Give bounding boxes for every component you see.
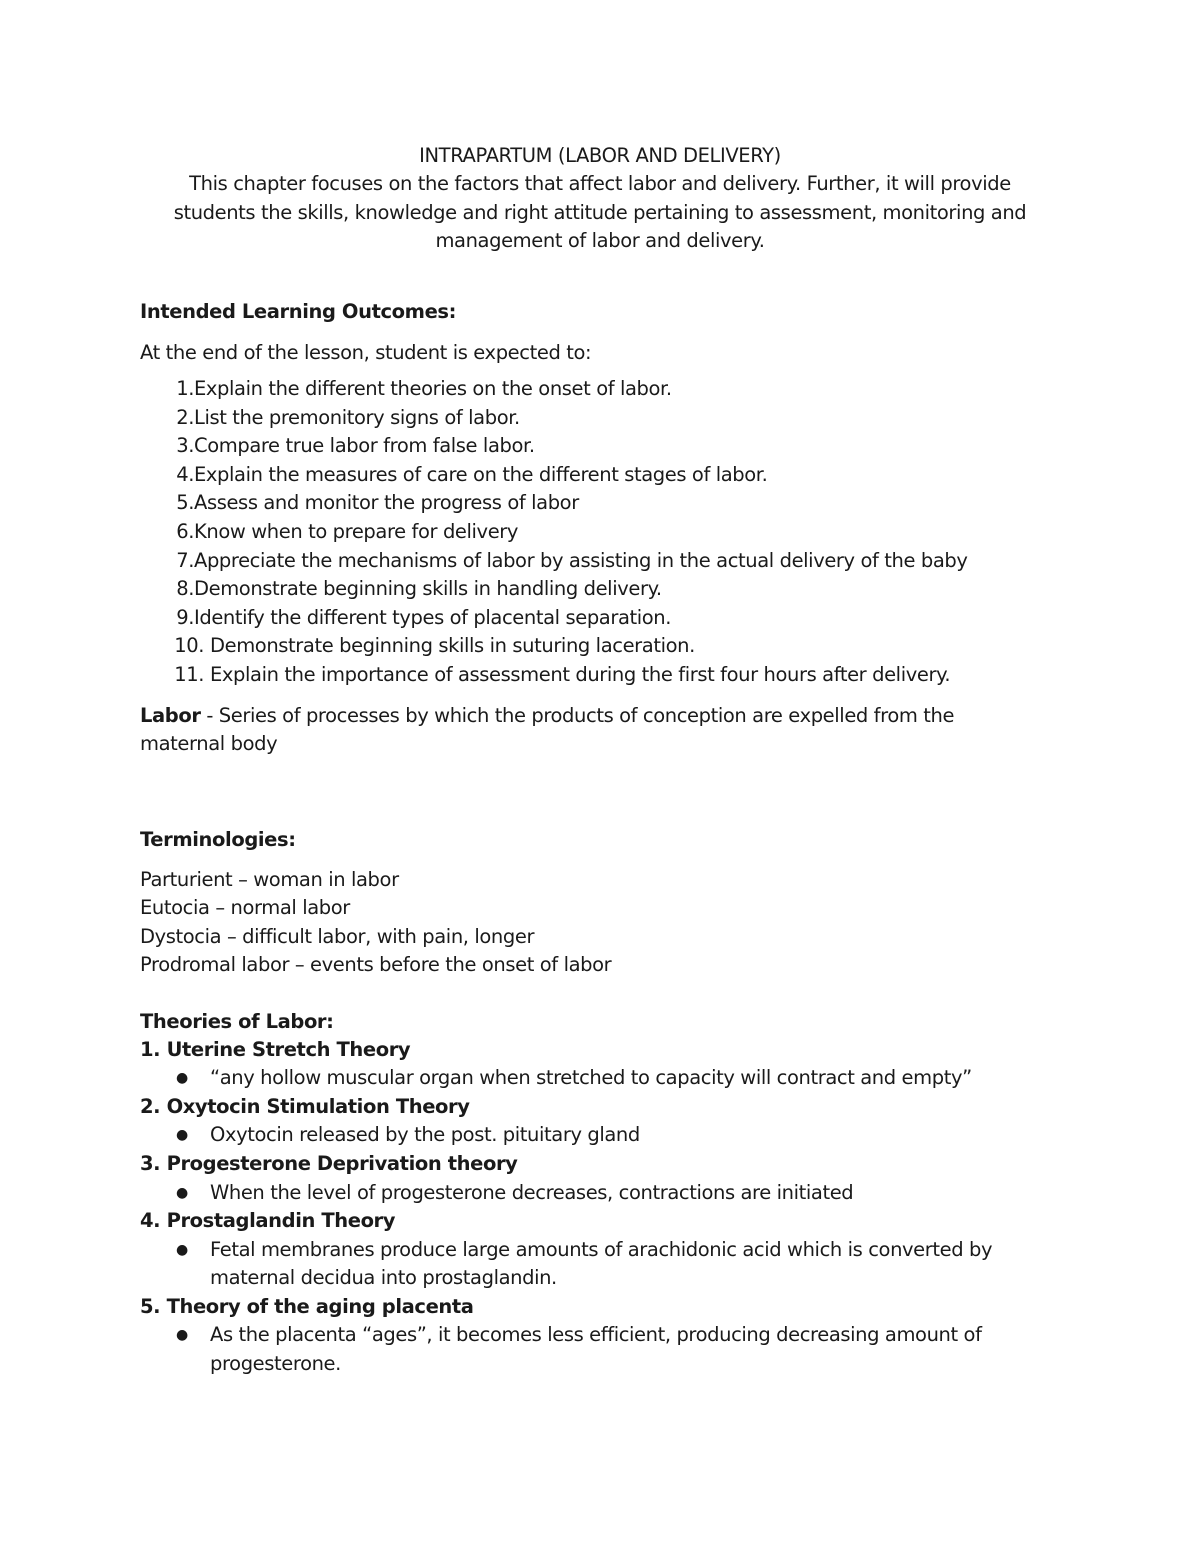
theory-bullets (140, 1321, 1060, 1378)
theories-heading: Theories of Labor: (140, 1009, 334, 1033)
term-item: Parturient – woman in labor (140, 867, 399, 891)
list-item (140, 1321, 1060, 1378)
list-item (140, 604, 1060, 633)
bullet-text (210, 1121, 1010, 1150)
theory-block (140, 1093, 1060, 1150)
theory-title: 4. Prostaglandin Theory (140, 1209, 396, 1233)
item-text: Demonstrate beginning skills in suturing laceration. (210, 634, 695, 658)
document-page (140, 142, 1060, 1379)
item-text: Explain the measures of care on the different stages of labor. (194, 462, 768, 486)
bullet-text (210, 1064, 1010, 1093)
theory-title: 5. Theory of the aging placenta (140, 1294, 474, 1318)
item-number: 9. (176, 605, 194, 629)
list-item (140, 375, 1060, 404)
item-number: 8. (176, 577, 194, 601)
item-number: 2. (176, 405, 194, 429)
term-item: Dystocia – difficult labor, with pain, longer (140, 924, 535, 948)
labor-definition-text: - Series of processes by which the products of conception are expelled from the (200, 703, 955, 727)
theory-bullets (140, 1064, 1060, 1093)
theory-block (140, 1036, 1060, 1093)
item-text: Know when to prepare for delivery (194, 519, 519, 543)
list-item (140, 575, 1060, 604)
outcomes-heading: Intended Learning Outcomes: (140, 299, 457, 323)
bullet-line: Oxytocin released by the post. pituitary gland (210, 1123, 640, 1147)
list-item (140, 461, 1060, 490)
item-text: Appreciate the mechanisms of labor by assisting in the actual delivery of the baby (194, 548, 968, 572)
theory-title: 1. Uterine Stretch Theory (140, 1037, 411, 1061)
term-item: Eutocia – normal labor (140, 896, 350, 920)
item-number: 4. (176, 462, 194, 486)
labor-definition (140, 702, 1060, 731)
item-text: Assess and monitor the progress of labor (194, 491, 579, 515)
bullet-icon: ● (176, 1327, 188, 1344)
bullet-line: “any hollow muscular organ when stretched to capacity will contract and empty” (210, 1066, 972, 1090)
terminologies-heading: Terminologies: (140, 827, 296, 851)
list-item (140, 1121, 1060, 1150)
intro-line: students the skills, knowledge and right attitude pertaining to assessment, monitoring and (173, 200, 1027, 224)
list-item (140, 518, 1060, 547)
bullet-line: As the placenta “ages”, it becomes less efficient, producing decreasing amount of (210, 1323, 982, 1347)
theory-bullets (140, 1179, 1060, 1208)
list-item (140, 404, 1060, 433)
list-item (140, 632, 1060, 661)
item-number: 11. (174, 662, 204, 686)
bullet-line: maternal decidua into prostaglandin. (210, 1266, 557, 1290)
list-item (140, 661, 1060, 690)
bullet-text (210, 1236, 1010, 1293)
intro-line: This chapter focuses on the factors that affect labor and delivery. Further, it will provide (189, 172, 1011, 195)
bullet-line: progesterone. (210, 1352, 341, 1376)
item-text: Identify the different types of placental separation. (194, 605, 672, 629)
bullet-icon: ● (176, 1127, 188, 1144)
theory-title: 3. Progesterone Deprivation theory (140, 1151, 518, 1175)
theory-bullets (140, 1236, 1060, 1293)
theory-block (140, 1207, 1060, 1293)
outcomes-lead: At the end of the lesson, student is expected to: (140, 340, 592, 364)
list-item (140, 547, 1060, 576)
item-number: 1. (176, 377, 194, 400)
theory-bullets (140, 1121, 1060, 1150)
bullet-text (210, 1321, 1010, 1378)
document-title: INTRAPARTUM (LABOR AND DELIVERY) (419, 144, 781, 167)
theory-block (140, 1293, 1060, 1379)
bullet-line: When the level of progesterone decreases, contractions are initiated (210, 1180, 854, 1204)
labor-term: Labor (140, 703, 201, 727)
labor-definition-continued: maternal body (140, 732, 278, 756)
bullet-icon: ● (176, 1070, 188, 1087)
bullet-icon: ● (176, 1184, 188, 1201)
item-number: 7. (176, 548, 194, 572)
list-item (140, 1236, 1060, 1293)
bullet-icon: ● (176, 1241, 188, 1258)
item-text: Explain the importance of assessment during the first four hours after delivery. (210, 662, 951, 686)
list-item (140, 489, 1060, 518)
bullet-text (210, 1179, 1010, 1208)
item-text: Compare true labor from false labor. (194, 434, 535, 458)
list-item (140, 1179, 1060, 1208)
bullet-line: Fetal membranes produce large amounts of arachidonic acid which is converted by (210, 1237, 993, 1261)
list-item (140, 1064, 1060, 1093)
intro-line: management of labor and delivery. (435, 229, 765, 252)
item-number: 6. (176, 519, 194, 543)
item-text: List the premonitory signs of labor. (194, 405, 520, 429)
term-item: Prodromal labor – events before the onset of labor (140, 953, 612, 977)
list-item (140, 432, 1060, 461)
outcomes-list (140, 375, 1060, 690)
item-text: Demonstrate beginning skills in handling delivery. (194, 577, 662, 601)
item-text: Explain the different theories on the onset of labor. (194, 377, 672, 400)
item-number: 3. (176, 434, 194, 458)
item-number: 5. (176, 491, 194, 515)
item-number: 10. (174, 634, 204, 658)
intro-paragraph (150, 170, 1050, 256)
theory-title: 2. Oxytocin Stimulation Theory (140, 1094, 470, 1118)
theory-block (140, 1150, 1060, 1207)
